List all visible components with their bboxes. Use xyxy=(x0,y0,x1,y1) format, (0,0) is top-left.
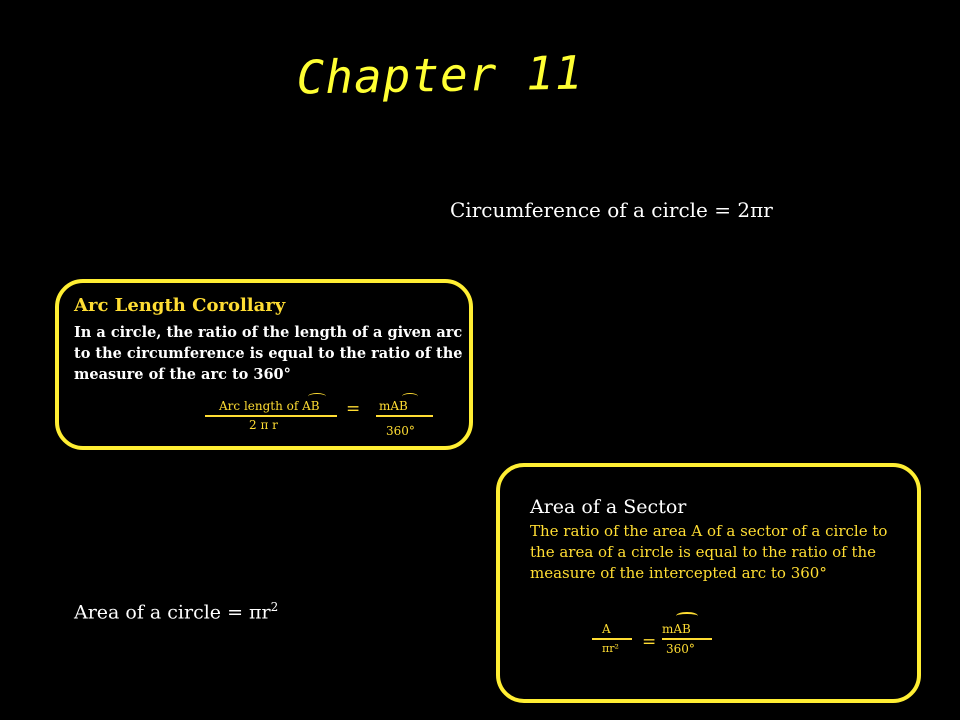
arc-length-body: In a circle, the ratio of the length of a given arc to the circumference is equal to the ratio of the measure of the arc to 360° xyxy=(74,324,463,383)
sector-heading: Area of a Sector xyxy=(530,496,687,518)
formula-left-numerator: Arc length of AB xyxy=(219,399,320,413)
formula-right-denominator: 360° xyxy=(666,642,695,656)
formula-equals: = xyxy=(346,399,361,419)
formula-left-denominator: πr² xyxy=(602,642,619,655)
sector-body: The ratio of the area A of a sector of a circle to the area of a circle is equal to the ratio of the measure of the intercepted arc to 360° xyxy=(530,522,888,582)
formula-left-fraction-bar xyxy=(205,415,337,417)
circumference-formula: Circumference of a circle = 2πr xyxy=(450,198,773,222)
slide-title: Chapter 11 xyxy=(296,45,584,105)
arc-length-formula xyxy=(205,393,445,443)
formula-left-denominator: 2 π r xyxy=(249,418,278,432)
arc-mark-icon xyxy=(676,612,698,620)
formula-equals: = xyxy=(642,632,657,652)
area-of-circle-exponent: 2 xyxy=(270,600,279,614)
formula-right-numerator: mAB xyxy=(662,622,691,636)
area-of-circle-text: Area of a circle = πr xyxy=(74,601,271,624)
formula-right-numerator: mAB xyxy=(379,399,408,413)
formula-right-fraction-bar xyxy=(376,415,433,417)
formula-left-fraction-bar xyxy=(592,638,632,640)
sector-formula xyxy=(590,612,730,662)
area-of-circle-formula xyxy=(74,600,278,623)
arc-length-heading: Arc Length Corollary xyxy=(74,295,286,316)
formula-right-fraction-bar xyxy=(662,638,712,640)
formula-left-numerator: A xyxy=(602,622,611,636)
formula-right-denominator: 360° xyxy=(386,424,415,438)
